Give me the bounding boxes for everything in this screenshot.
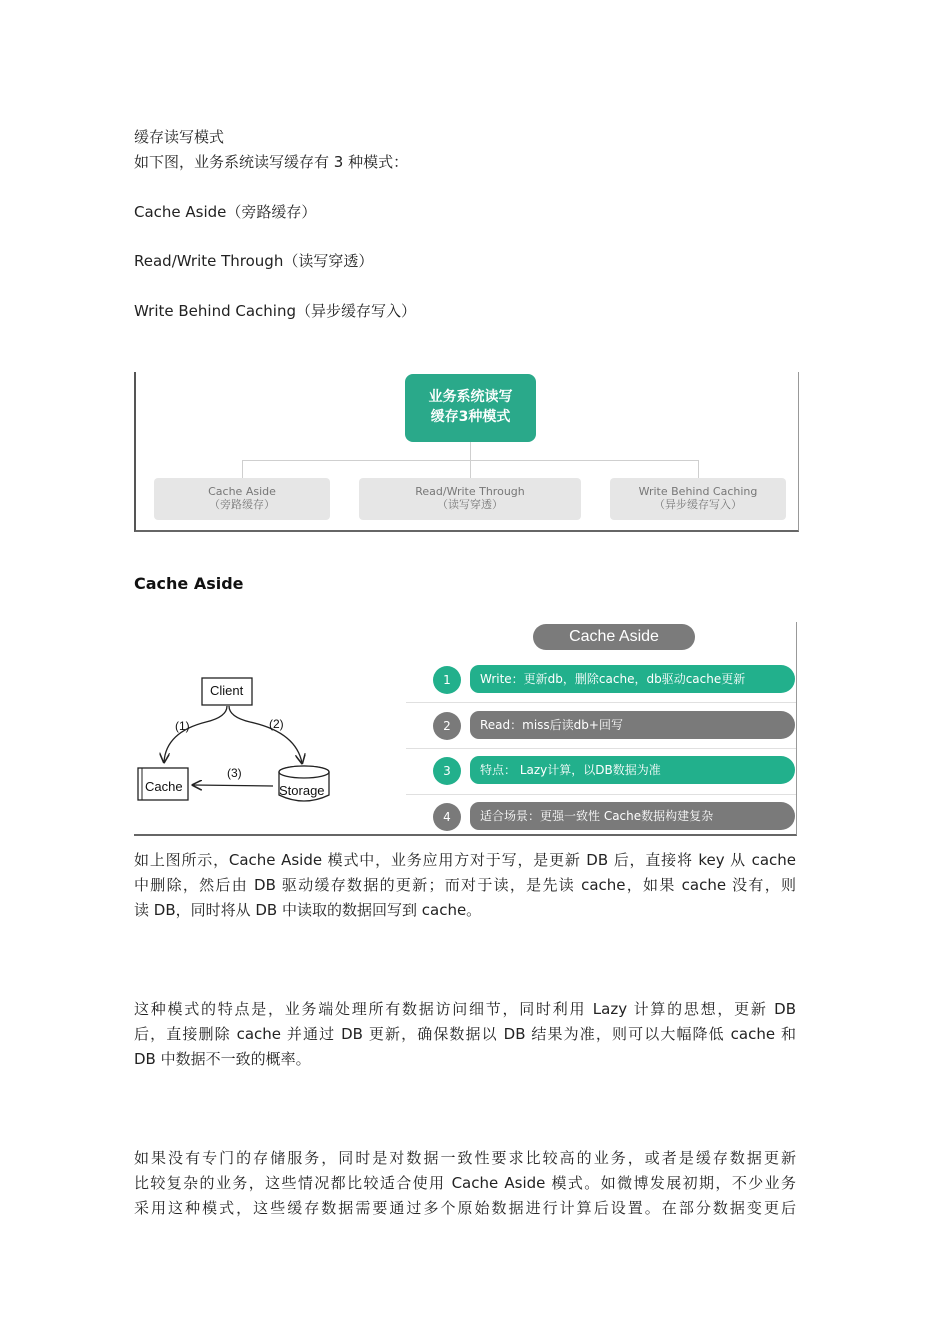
page-heading: 缓存读写模式 [134,128,225,146]
cache-aside-diagram [134,622,797,836]
arrow-storage-cache [193,785,273,786]
row-separator [406,702,796,703]
edge-label-3: (3) [227,766,242,780]
cache-modes-diagram [134,372,799,532]
row-feature: 特点： Lazy计算，以DB数据为准 [470,756,795,784]
row-number-3: 3 [433,757,461,785]
paragraph-1 [134,848,796,923]
arrow-client-storage [229,706,302,763]
intro-lead: 如下图，业务系统读写缓存有 3 种模式： [134,153,409,171]
row-separator [406,794,796,795]
storage-label: Storage [279,783,325,798]
paragraph-line: 如果没有专门的存储服务，同时是对数据一致性要求比较高的业务，或者是缓存数据更新 [134,1149,796,1167]
row-write: Write：更新db，删除cache，db驱动cache更新 [470,665,795,693]
leaf-title: Cache Aside [208,485,276,498]
row-number-1: 1 [433,666,461,694]
diagram-root-node [405,374,536,442]
arrow-client-cache [164,706,227,762]
row-number-2: 2 [433,712,461,740]
client-label: Client [210,683,244,698]
row-separator [406,748,796,749]
connector-right [698,460,699,478]
paragraph-line: 后，直接删除 cache 并通过 DB 更新，确保数据以 DB 结果为准，则可以大幅降低 cache 和 [134,1025,796,1043]
paragraph-2 [134,997,796,1072]
connector-left [242,460,243,478]
leaf-write-behind [610,478,786,520]
row-scenario: 适合场景：更强一致性 Cache数据构建复杂 [470,802,795,830]
edge-label-1: (1) [175,719,190,733]
leaf-sub: （旁路缓存） [209,498,275,511]
mode-read-write-through: Read/Write Through（读写穿透） [134,252,374,270]
connector-stem [470,442,471,460]
paragraph-3 [134,1146,796,1221]
leaf-title: Write Behind Caching [638,485,758,498]
section-title: Cache Aside [134,574,244,593]
paragraph-line: 采用这种模式，这些缓存数据需要通过多个原始数据进行计算后设置。在部分数据变更后 [134,1199,796,1217]
paragraph-line: 读 DB，同时将从 DB 中读取的数据回写到 cache。 [134,901,482,919]
root-line1: 业务系统读写 [428,389,513,405]
paragraph-line: 这种模式的特点是，业务端处理所有数据访问细节，同时利用 Lazy 计算的思想，更新 DB [134,1000,796,1018]
paragraph-line: DB 中数据不一致的概率。 [134,1050,311,1068]
connector-middle [470,460,471,478]
leaf-cache-aside [154,478,330,520]
paragraph-line: 比较复杂的业务，这些情况都比较适合使用 Cache Aside 模式。如微博发展初期，不少业务 [134,1174,796,1192]
paragraph-line: 如上图所示，Cache Aside 模式中，业务应用方对于写，是更新 DB 后，直接将 key 从 cache [134,851,796,869]
root-line2: 缓存3种模式 [430,409,511,425]
leaf-sub: （读写穿透） [437,498,503,511]
row-number-4: 4 [433,803,461,831]
edge-label-2: (2) [269,717,284,731]
cache-aside-title-pill: Cache Aside [533,624,695,650]
leaf-sub: （异步缓存写入） [654,498,742,511]
paragraph-line: 中删除，然后由 DB 驱动缓存数据的更新；而对于读，是先读 cache，如果 cache 没有，则 [134,876,796,894]
mode-write-behind: Write Behind Caching（异步缓存写入） [134,302,416,320]
cache-label: Cache [145,779,183,794]
leaf-title: Read/Write Through [415,485,525,498]
mode-cache-aside: Cache Aside（旁路缓存） [134,203,317,221]
leaf-read-write-through [359,478,581,520]
row-read: Read：miss后读db+回写 [470,711,795,739]
